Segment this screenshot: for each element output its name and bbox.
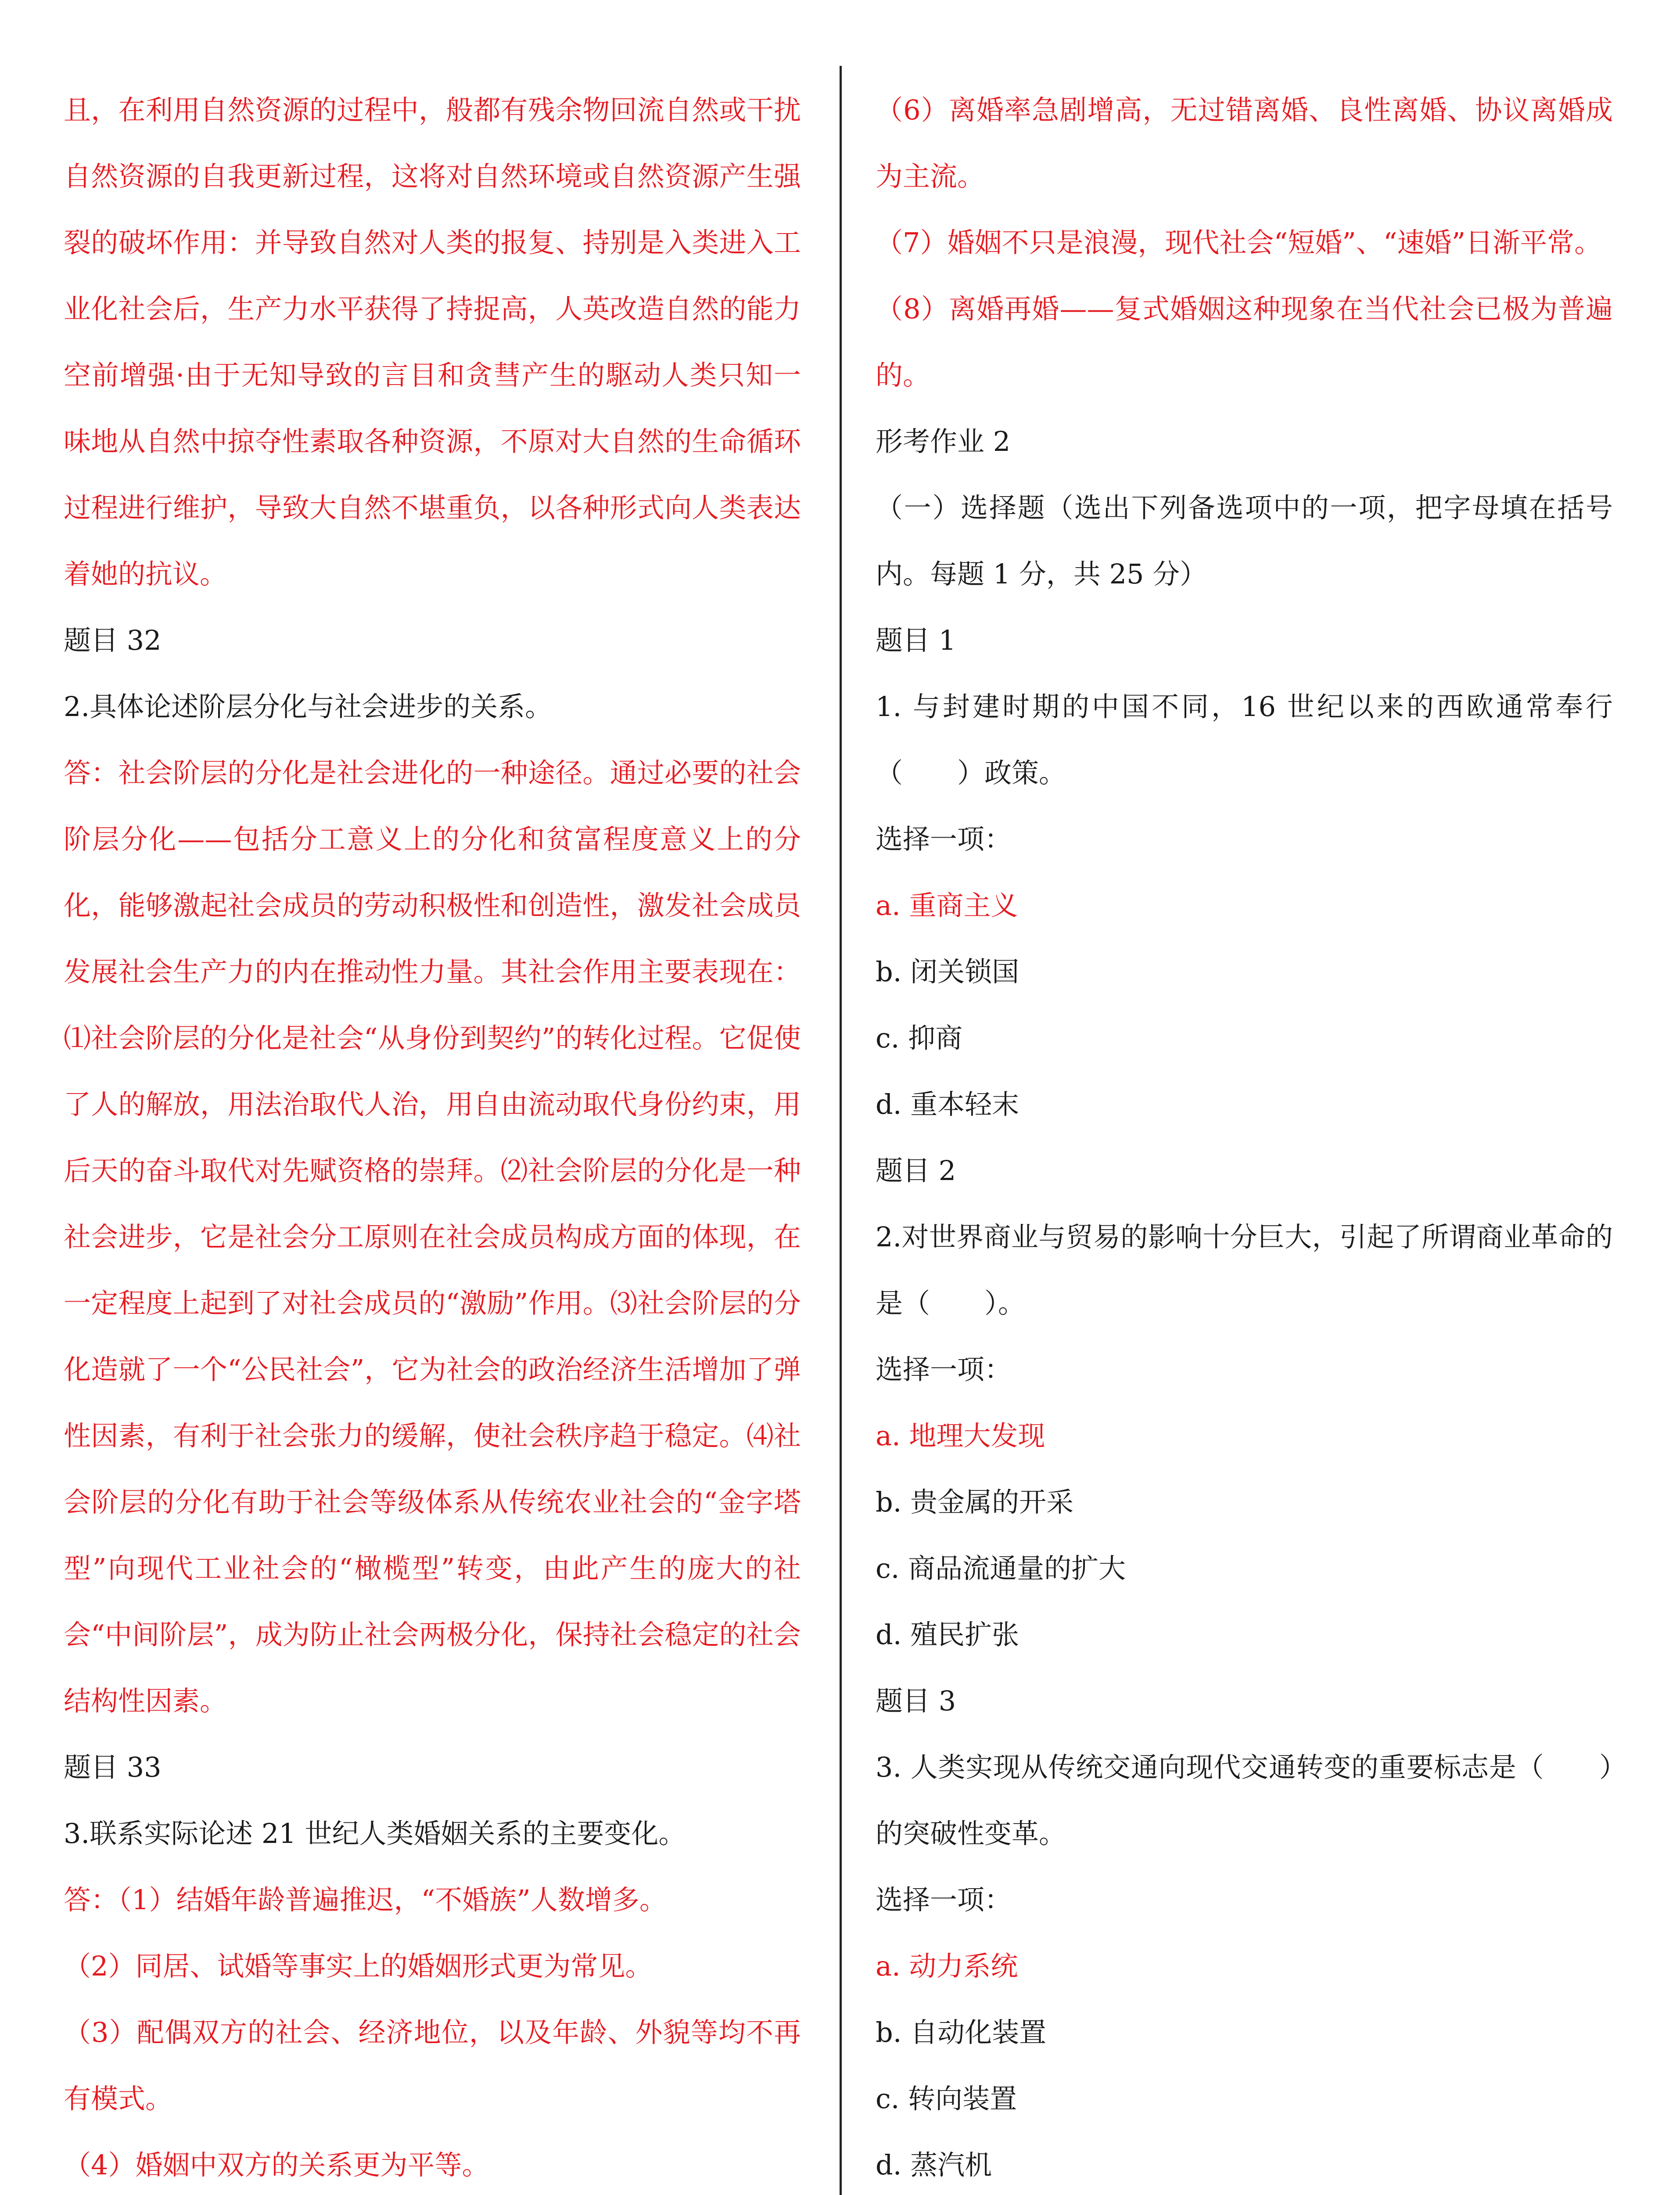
paragraph-10: b. 闭关锁国 xyxy=(876,956,1019,988)
paragraph-23: a. 动力系统 xyxy=(876,1950,1018,1982)
paragraph-26: d. 蒸汽机 xyxy=(876,2149,992,2181)
paragraph-6: 3.联系实际论述 21 世纪人类婚姻关系的主要变化。 xyxy=(64,1817,686,1850)
paragraph-1: 且，在利用自然资源的过程中，般都有残余物回流自然或干扰自然资源的自我更新过程，这将对自然环境或自然资源产生强裂的破坏作用：并导致自然对人类的报复、持别是入类进入工业化社会后，生产力水平获得了持捉高，人英改造自然的能力空前增强·由于无知导致的言目和贪彗产生的駆动人类只知一味地从自然中掠夺性素取各种资源，不原对大自然的生命循环过程进行维护，导致大自然不堪重负，以各种形式向人类表达着她的抗议。 xyxy=(64,94,801,590)
paragraph-20: 题目 3 xyxy=(876,1685,956,1717)
paragraph-8: 选择一项： xyxy=(876,823,1012,855)
paragraph-3: 2.具体论述阶层分化与社会进步的关系。 xyxy=(64,691,553,723)
paragraph-18: c. 商品流通量的扩大 xyxy=(876,1552,1126,1584)
paragraph-16: a. 地理大发现 xyxy=(876,1420,1045,1452)
paragraph-9: （3）配偶双方的社会、经济地位，以及年龄、外貌等均不再有模式。 xyxy=(64,2016,801,2115)
column-divider xyxy=(840,66,842,2195)
paragraph-14: 2.对世界商业与贸易的影响十分巨大，引起了所谓商业革命的是（ ）。 xyxy=(876,1221,1613,1319)
paragraph-10: （4）婚姻中双方的关系更为平等。 xyxy=(64,2149,489,2181)
paragraph-19: d. 殖民扩张 xyxy=(876,1619,1019,1651)
paragraph-21: 3. 人类实现从传统交通向现代交通转变的重要标志是（ ）的突破性变革。 xyxy=(876,1751,1613,1850)
paragraph-22: 选择一项： xyxy=(876,1884,1012,1916)
paragraph-7: 1. 与封建时期的中国不同，16 世纪以来的西欧通常奉行（ ）政策。 xyxy=(876,691,1613,789)
paragraph-9: a. 重商主义 xyxy=(876,889,1018,921)
paragraph-15: 选择一项： xyxy=(876,1353,1012,1385)
paragraph-2: （7）婚姻不只是浪漫，现代社会“短婚”、“速婚”日渐平常。 xyxy=(876,227,1602,259)
paragraph-5: （一）选择题（选出下列备选项中的一项，把字母填在括号内。每题 1 分，共 25 分） xyxy=(876,492,1613,590)
paragraph-25: c. 转向装置 xyxy=(876,2083,1017,2115)
paragraph-12: d. 重本轻末 xyxy=(876,1088,1019,1120)
paragraph-24: b. 自动化装置 xyxy=(876,2016,1047,2048)
paragraph-8: （2）同居、试婚等事实上的婚姻形式更为常见。 xyxy=(64,1950,653,1982)
paragraph-6: 题目 1 xyxy=(876,624,956,656)
right-column xyxy=(876,77,1613,2195)
left-column xyxy=(64,77,801,2195)
paragraph-4: 形考作业 2 xyxy=(876,425,1011,457)
paragraph-13: 题目 2 xyxy=(876,1155,956,1187)
paragraph-7: 答：（1）结婚年龄普遍推迟，“不婚族”人数增多。 xyxy=(64,1884,667,1916)
paragraph-5: 题目 33 xyxy=(64,1751,162,1783)
paragraph-1: （6）离婚率急剧增高，无过错离婚、良性离婚、协议离婚成为主流。 xyxy=(876,94,1613,192)
paragraph-17: b. 贵金属的开采 xyxy=(876,1486,1074,1518)
paragraph-3: （8）离婚再婚——复式婚姻这种现象在当代社会已极为普遍的。 xyxy=(876,293,1613,391)
paragraph-11: c. 抑商 xyxy=(876,1022,963,1054)
paragraph-2: 题目 32 xyxy=(64,624,162,656)
paragraph-4: 答：社会阶层的分化是社会进化的一种途径。通过必要的社会阶层分化——包括分工意义上的分化和贫富程度意义上的分化，能够激起社会成员的劳动积极性和创造性，激发社会成员发展社会生产力的内在推动性力量。其社会作用主要表现在：⑴社会阶层的分化是社会“从身份到契约”的转化过程。它促使了人的解放，用法治取代人治，用自由流动取代身份约束，用后天的奋斗取代对先赋资格的崇拜。⑵社会阶层的分化是一种社会进步，它是社会分工原则在社会成员构成方面的体现，在一定程度上起到了对社会成员的“激励”作用。⑶社会阶层的分化造就了一个“公民社会”，它为社会的政治经济生活增加了弹性因素，有利于社会张力的缓解，使社会秩序趋于稳定。⑷社会阶层的分化有助于社会等级体系从传统农业社会的“金字塔型”向现代工业社会的“橄榄型”转变，由此产生的庞大的社会“中间阶层”，成为防止社会两极分化，保持社会稳定的社会结构性因素。 xyxy=(64,757,801,1717)
